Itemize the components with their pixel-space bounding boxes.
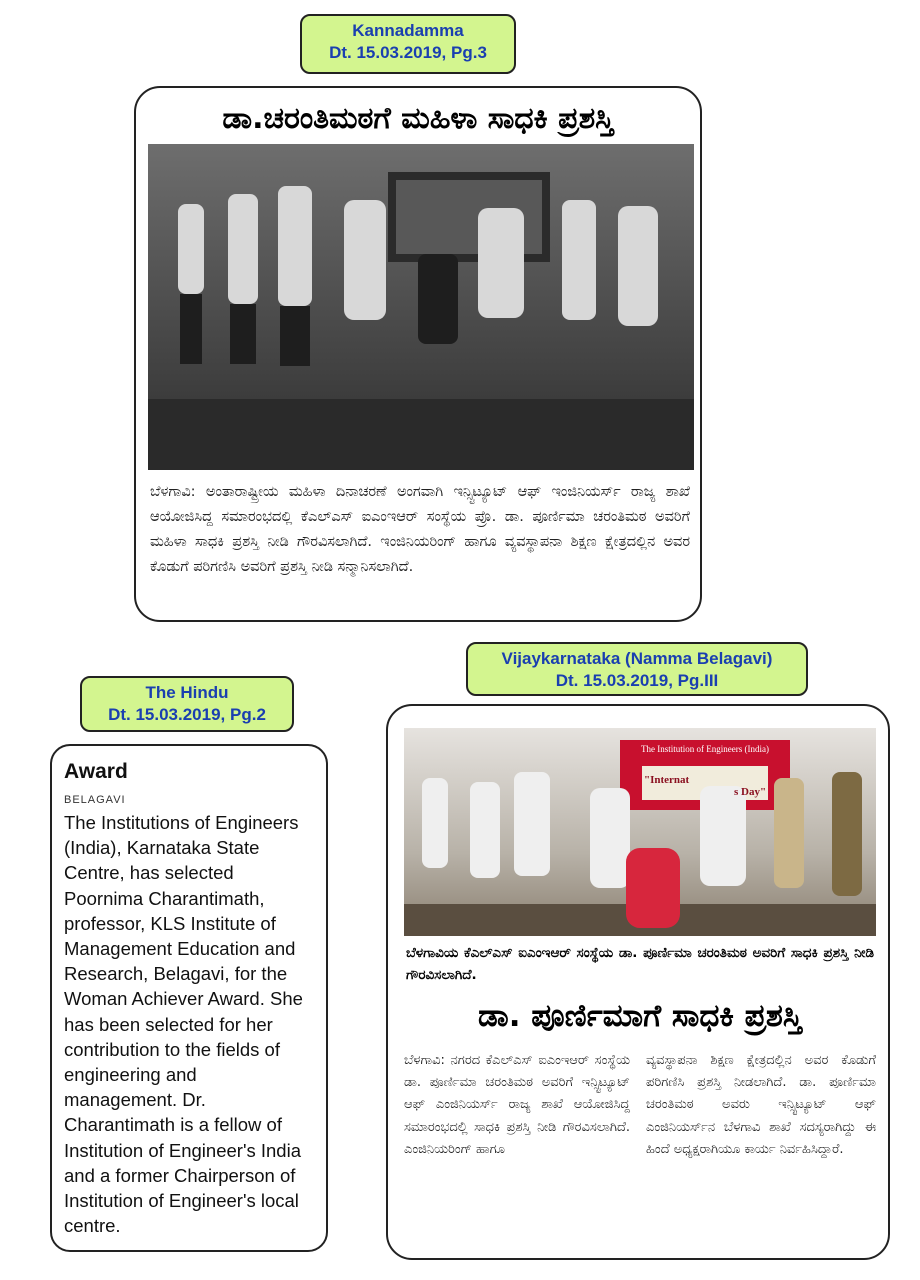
clipping-headline: ಡಾ. ಪೂರ್ಣಿಮಾಗೆ ಸಾಧಕಿ ಪ್ರಶಸ್ತಿ	[478, 998, 802, 1034]
event-photo	[404, 728, 876, 936]
source-date-page: Dt. 15.03.2019, Pg.III	[555, 671, 719, 690]
banner-title: The Institution of Engineers (India)	[641, 744, 769, 754]
banner-text-right: s Day"	[734, 786, 767, 798]
source-date-page: Dt. 15.03.2019, Pg.3	[329, 43, 487, 62]
source-name: Vijaykarnataka (Namma Belagavi)	[501, 649, 773, 668]
event-photo	[148, 144, 694, 470]
source-name: The Hindu	[145, 683, 229, 702]
clipping-kannadamma	[134, 86, 702, 622]
clipping-headline: ಡಾ.ಚರಂತಿಮಠಗೆ ಮಹಿಳಾ ಸಾಧಕಿ ಪ್ರಶಸ್ತಿ	[222, 101, 614, 136]
article-body: The Institutions of Engineers (India), Karnataka State Centre, has selected Poornima Charantimath, professor, KLS Institute of Management Education and Research, Belagavi, for the Woman Achiever Award. She has been selected for her contribution to the fields of engineering and management. Dr. Charantimath is a fellow of Institution of Engineer's India and a former Chairperson of Institution of Engineer's local centre.	[64, 812, 303, 1237]
photo-caption: ಬೆಳಗಾವಿಯ ಕೆಎಲ್ಎಸ್ ಐಎಂಇಆರ್ ಸಂಸ್ಥೆಯ ಡಾ. ಪೂರ್ಣಿಮಾ ಚರಂತಿಮಠ ಅವರಿಗೆ ಸಾಧಕಿ ಪ್ರಶಸ್ತಿ ನೀಡಿ ಗೌರವಿಸಲಾಗಿದೆ.	[406, 945, 874, 983]
event-photo-illustration	[404, 728, 876, 936]
source-date-page: Dt. 15.03.2019, Pg.2	[108, 705, 266, 724]
source-label-hindu	[80, 676, 294, 732]
source-label-vijaykarnataka	[466, 642, 808, 696]
source-name: Kannadamma	[352, 21, 464, 40]
source-label-kannadamma	[300, 14, 516, 74]
event-photo-illustration	[148, 144, 694, 470]
article-column-2: ವ್ಯವಸ್ಥಾಪನಾ ಶಿಕ್ಷಣ ಕ್ಷೇತ್ರದಲ್ಲಿನ ಅವರ ಕೊಡುಗೆ ಪರಿಗಣಿಸಿ ಪ್ರಶಸ್ತಿ ನೀಡಲಾಗಿದೆ. ಡಾ. ಪೂರ್ಣಿಮಾ ಚರಂತಿಮಠ ಅವರು ಇನ್ಸ್ಟಿಟ್ಯೂಟ್ ಆಫ್ ಎಂಜಿನಿಯರ್ಸ್‌ನ ಬೆಳಗಾವಿ ಶಾಖೆ ಸದಸ್ಯರಾಗಿದ್ದು ಈ ಹಿಂದೆ ಅಧ್ಯಕ್ಷರಾಗಿಯೂ ಕಾರ್ಯ ನಿರ್ವಹಿಸಿದ್ದಾರೆ.	[646, 1053, 876, 1157]
banner-text-left: "Internat	[644, 774, 690, 786]
clipping-body: ಬೆಳಗಾವಿ: ಅಂತಾರಾಷ್ಟ್ರೀಯ ಮಹಿಳಾ ದಿನಾಚರಣೆ ಅಂಗವಾಗಿ ಇನ್ಸ್ಟಿಟ್ಯೂಟ್ ಆಫ್ ಇಂಜಿನಿಯರ್ಸ್ ರಾಜ್ಯ ಶಾಖೆ ಆಯೋಜಿಸಿದ್ದ ಸಮಾರಂಭದಲ್ಲಿ ಕೆಎಲ್ಎಸ್ ಐಎಂಇಆರ್ ಸಂಸ್ಥೆಯ ಪ್ರೊ. ಡಾ. ಪೂರ್ಣಿಮಾ ಚರಂತಿಮಠ ಅವರಿಗೆ ಮಹಿಳಾ ಸಾಧಕಿ ಪ್ರಶಸ್ತಿ ನೀಡಿ ಗೌರವಿಸಲಾಗಿದೆ. ಇಂಜಿನಿಯರಿಂಗ್ ಹಾಗೂ ವ್ಯವಸ್ಥಾಪನಾ ಶಿಕ್ಷಣ ಕ್ಷೇತ್ರದಲ್ಲಿನ ಅವರ ಕೊಡುಗೆ ಪರಿಗಣಿಸಿ ಅವರಿಗೆ ಪ್ರಶಸ್ತಿ ನೀಡಿ ಸನ್ಮಾನಿಸಲಾಗಿದೆ.	[150, 484, 690, 575]
article-dateline: BELAGAVI	[64, 794, 126, 806]
article-title: Award	[64, 760, 128, 783]
clipping-vijaykarnataka	[386, 704, 890, 1260]
clipping-hindu	[50, 744, 328, 1252]
article-column-1: ಬೆಳಗಾವಿ: ನಗರದ ಕೆಎಲ್ಎಸ್ ಐಎಂಇಆರ್ ಸಂಸ್ಥೆಯ ಡಾ. ಪೂರ್ಣಿಮಾ ಚರಂತಿಮಠ ಅವರಿಗೆ ಇನ್ಸ್ಟಿಟ್ಯೂಟ್ ಆಫ್ ಎಂಜಿನಿಯರ್ಸ್ ರಾಜ್ಯ ಶಾಖೆ ಆಯೋಜಿಸಿದ್ದ ಸಮಾರಂಭದಲ್ಲಿ ಸಾಧಕಿ ಪ್ರಶಸ್ತಿ ನೀಡಿ ಗೌರವಿಸಲಾಗಿದೆ. ಎಂಜಿನಿಯರಿಂಗ್ ಹಾಗೂ	[404, 1053, 630, 1157]
